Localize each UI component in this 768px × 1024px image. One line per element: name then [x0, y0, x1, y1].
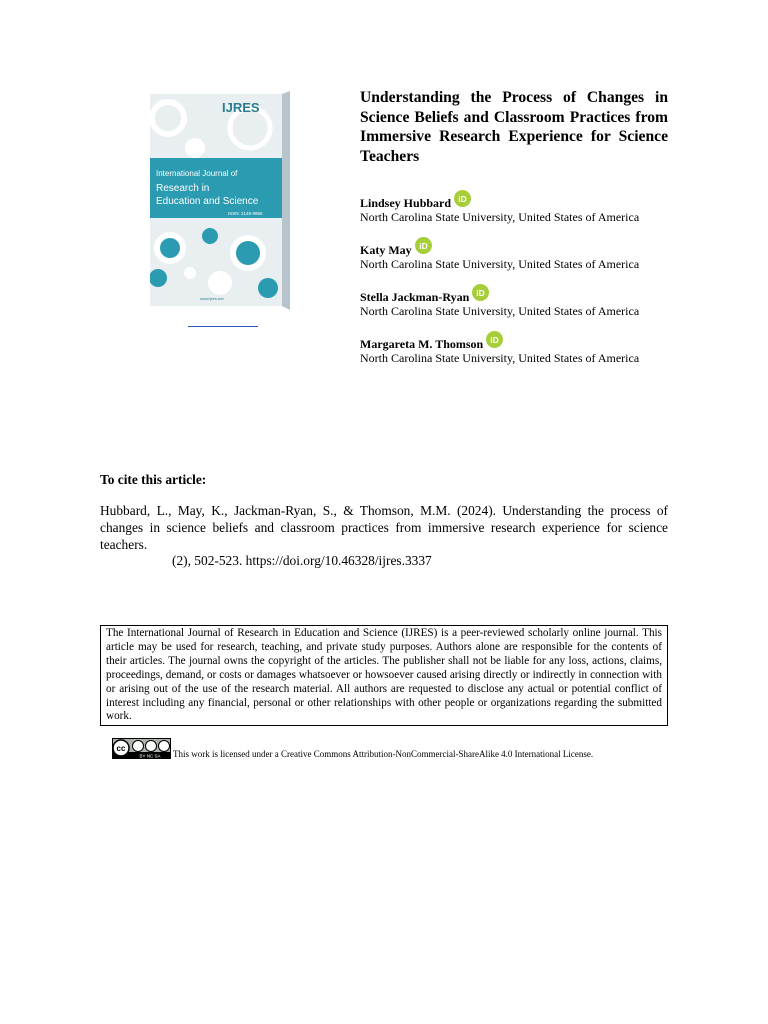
creative-commons-icon[interactable]: [112, 738, 171, 759]
cover-journal-line-2: Research in: [156, 183, 210, 194]
author-affiliation: North Carolina State University, United States of America: [360, 257, 640, 271]
orcid-icon[interactable]: [454, 190, 471, 207]
disclaimer-box: The International Journal of Research in Education and Science (IJRES) is a peer-reviewed scholarly online journal. This article may be used for research, teaching, and private study purposes. Authors alone are responsible for the contents of their articles. The journal owns the copyright of the articles. The publisher shall not be liable for any loss, actions, claims, proceedings, demand, or costs or damages whatsoever or howsoever caused arising directly or indirectly in connection with or arising out of the use of the research material. All authors are requested to disclose any actual or potential conflict of interest including any financial, personal or other relationships with other people or organizations regarding the submitted work.: [100, 625, 668, 726]
cover-issn: ISSN: 2148-9955: [228, 211, 263, 216]
cover-link[interactable]: [188, 326, 258, 327]
orcid-icon[interactable]: [415, 237, 432, 254]
author-block-4: [360, 334, 680, 365]
cover-journal-line-3: Education and Science: [156, 196, 259, 207]
svg-text:iD: iD: [458, 193, 467, 204]
author-affiliation: North Carolina State University, United States of America: [360, 304, 640, 318]
author-affiliation: North Carolina State University, United States of America: [360, 351, 640, 365]
citation-heading: To cite this article:: [100, 472, 207, 487]
orcid-icon[interactable]: [472, 284, 489, 301]
citation-text: Hubbard, L., May, K., Jackman-Ryan, S., & Thomson, M.M. (2024). Understanding the process of changes in science beliefs and classroom practices from immersive research experience for science teachers.: [100, 503, 668, 552]
cover-journal-line-1: International Journal of: [156, 169, 238, 178]
author-name: Margareta M. Thomson: [360, 337, 484, 351]
author-name: Lindsey Hubbard: [360, 196, 452, 210]
svg-text:iD: iD: [418, 240, 428, 251]
citation-pages-doi[interactable]: (2), 502-523. https://doi.org/10.46328/ijres.3337: [172, 553, 432, 568]
journal-cover-image: [150, 88, 290, 310]
author-block-3: [360, 287, 680, 318]
svg-text:cc: cc: [116, 744, 126, 753]
author-name: Katy May: [360, 243, 412, 257]
author-affiliation: North Carolina State University, United States of America: [360, 210, 640, 224]
license-text[interactable]: This work is licensed under a Creative Commons Attribution-NonCommercial-ShareAlike 4.0 International License.: [173, 749, 594, 759]
author-name: Stella Jackman-Ryan: [360, 290, 470, 304]
svg-text:iD: iD: [490, 334, 499, 345]
cover-brand: IJRES: [222, 100, 260, 115]
author-block-2: [360, 240, 680, 271]
author-block-1: [360, 193, 680, 224]
article-title: Understanding the Process of Changes in Science Beliefs and Classroom Practices from Immersive Research Experience for Science Teachers: [360, 89, 668, 165]
cover-site: www.ijres.net: [200, 296, 224, 301]
svg-text:iD: iD: [476, 287, 485, 298]
cc-badge-label: BY NC SA: [139, 753, 161, 759]
orcid-icon[interactable]: [486, 331, 503, 348]
